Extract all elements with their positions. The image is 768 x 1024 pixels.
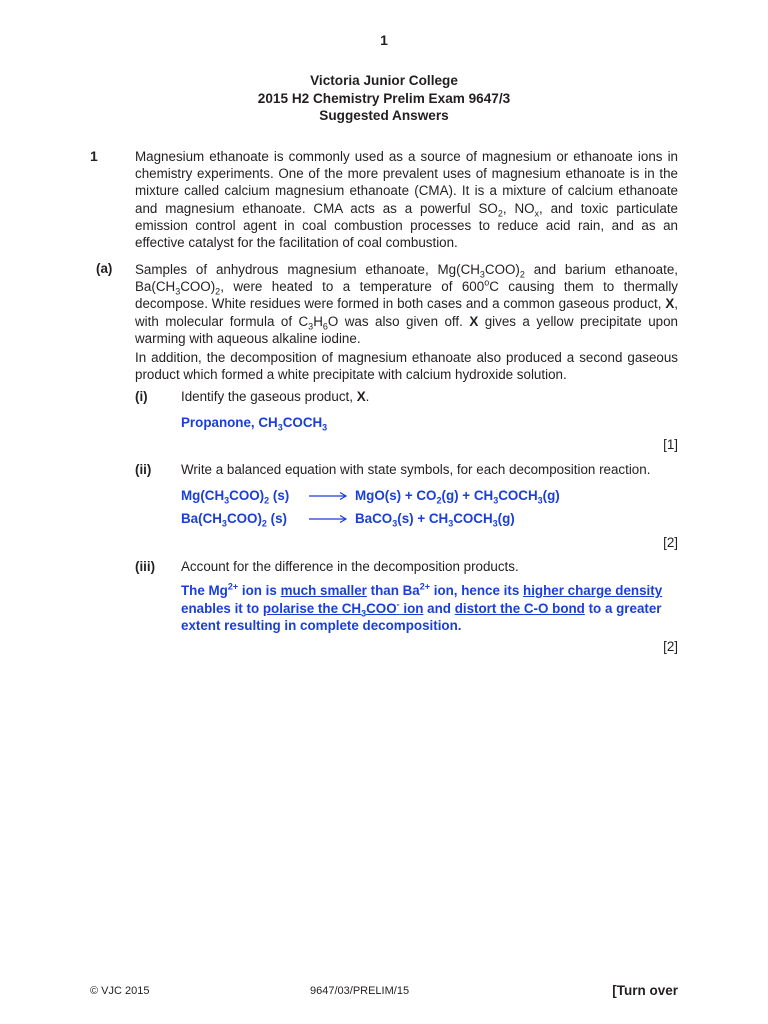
- equation-ba: [181, 510, 515, 528]
- part-iii-label: (iii): [135, 559, 156, 574]
- page-number: 1: [380, 32, 388, 48]
- equation-mg-reactant: $Mg(CH_3COO)_2$ (s): [181, 488, 290, 506]
- equation-mg: [181, 487, 560, 505]
- footer-paper-code: 9647/03/PRELIM/15: [310, 985, 410, 997]
- equation-mg-products: $MgO(s) + CO_2(g)$ + $CH_3COCH_3(g)$: [355, 488, 560, 506]
- part-i-label: (i): [135, 389, 148, 404]
- document-header: [0, 72, 768, 125]
- header-subtitle: Suggested Answers: [319, 108, 449, 123]
- part-ii-question: Write a balanced equation with state symbols, for each decomposition reaction.: [181, 462, 651, 477]
- part-a-stem-continued: In addition, the decomposition of magnesium ethanoate also produced a second gaseous product which formed a white precipitate with calcium hydroxide solution.: [135, 350, 678, 383]
- part-i-question: Identify the gaseous product, X.: [181, 389, 370, 404]
- part-ii-marks: [2]: [663, 535, 678, 550]
- part-a-label: (a): [96, 261, 113, 276]
- equation-ba-reactant: $Ba(CH_3COO)_2$ (s): [181, 511, 288, 529]
- part-iii-answer: The $Mg^{2+}$ ion is much smaller than $Ba^{2+}$ ion, hence its higher charge density enables it to polarise the $CH_3COO^-$ ion and distort the C-O bond to a greater extent resulting in complete decomposition.: [181, 581, 663, 633]
- question-number: 1: [90, 148, 98, 164]
- part-i-marks: [1]: [663, 437, 678, 452]
- part-iii-marks: [2]: [663, 639, 678, 654]
- footer-copyright: © VJC 2015: [90, 985, 150, 997]
- part-iii-question: Account for the difference in the decomposition products.: [181, 559, 519, 574]
- equation-ba-products: BaCO$_3$(s) + $CH_3COCH_3(g)$: [355, 511, 515, 529]
- reaction-arrow-icon: [309, 491, 349, 501]
- header-exam: 2015 H2 Chemistry Prelim Exam 9647/3: [257, 90, 511, 106]
- header-college: Victoria Junior College: [310, 73, 458, 88]
- footer-turn-over: [Turn over: [612, 983, 678, 998]
- part-i-answer: Propanone, $CH_3COCH_3$: [181, 415, 328, 433]
- part-a-stem: Samples of anhydrous magnesium ethanoate, $Mg(CH_3COO)_2$ and barium ethanoate, $Ba(CH_3COO)_2$, were heated to a temperature of 600$^o$C causing them to thermally decompose. White residues were formed in both cases and a common gaseous product, X, with molecular formula of $C_3H_6O$ was also given off. X gives a yellow precipitate upon warming with aqueous alkaline iodine.: [135, 262, 679, 346]
- reaction-arrow-icon: [309, 514, 349, 524]
- part-ii-label: (ii): [135, 462, 152, 477]
- question-intro: Magnesium ethanoate is commonly used as a source of magnesium or ethanoate ions in chemistry experiments. One of the more prevalent uses of magnesium ethanoate is in the mixture called calcium magnesium ethanoate (CMA). It is a mixture of calcium ethanoate and magnesium ethanoate. CMA acts as a powerful $SO_2$, $NO_x$, and toxic particulate emission control agent in coal combustion processes to reduce acid rain, and as an effective catalyst for the facilitation of coal combustion.: [135, 149, 678, 251]
